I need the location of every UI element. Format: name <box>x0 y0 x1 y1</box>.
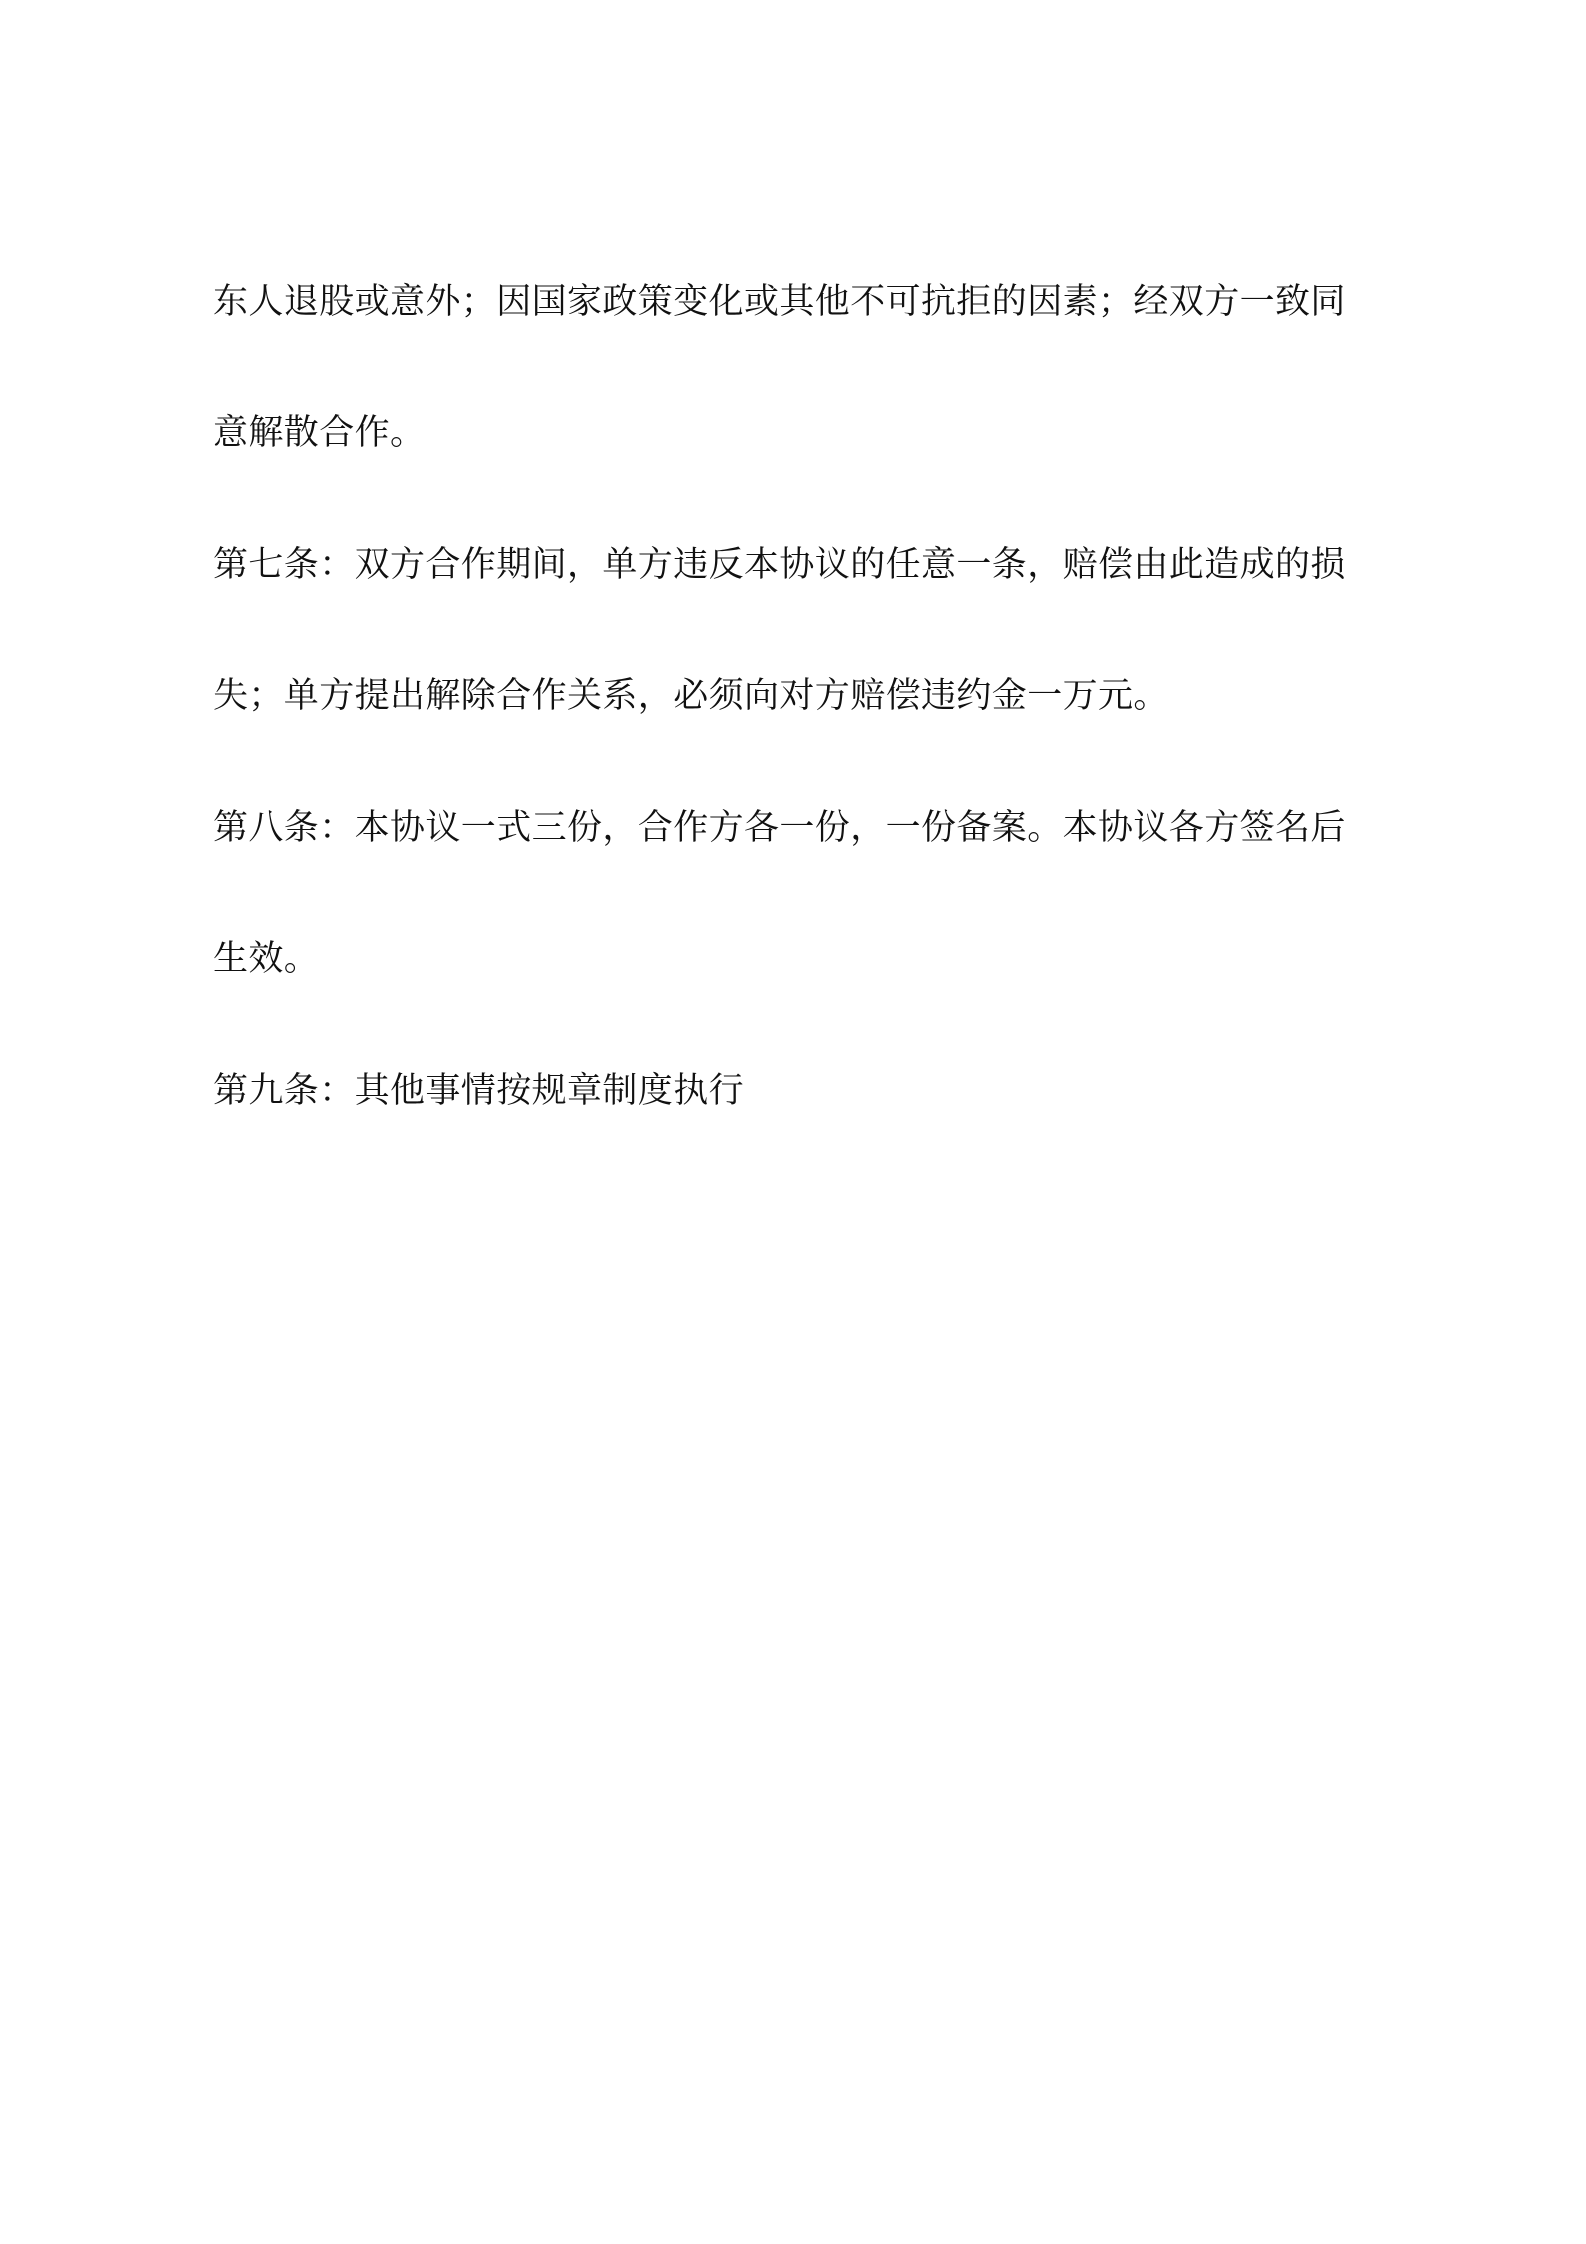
article-7-line-2: 失；单方提出解除合作关系，必须向对方赔偿违约金一万元。 <box>213 676 1169 716</box>
paragraph-6-line-2: 意解散合作。 <box>213 413 426 453</box>
article-7-line-1: 第七条：双方合作期间，单方违反本协议的任意一条，赔偿由此造成的损 <box>213 545 1346 585</box>
article-8-line-2: 生效。 <box>213 939 320 979</box>
paragraph-6-line-1: 东人退股或意外；因国家政策变化或其他不可抗拒的因素；经双方一致同 <box>213 282 1346 322</box>
article-8-line-1: 第八条：本协议一式三份，合作方各一份，一份备案。本协议各方签名后 <box>213 808 1346 848</box>
article-9-line-1: 第九条：其他事情按规章制度执行 <box>213 1071 745 1111</box>
